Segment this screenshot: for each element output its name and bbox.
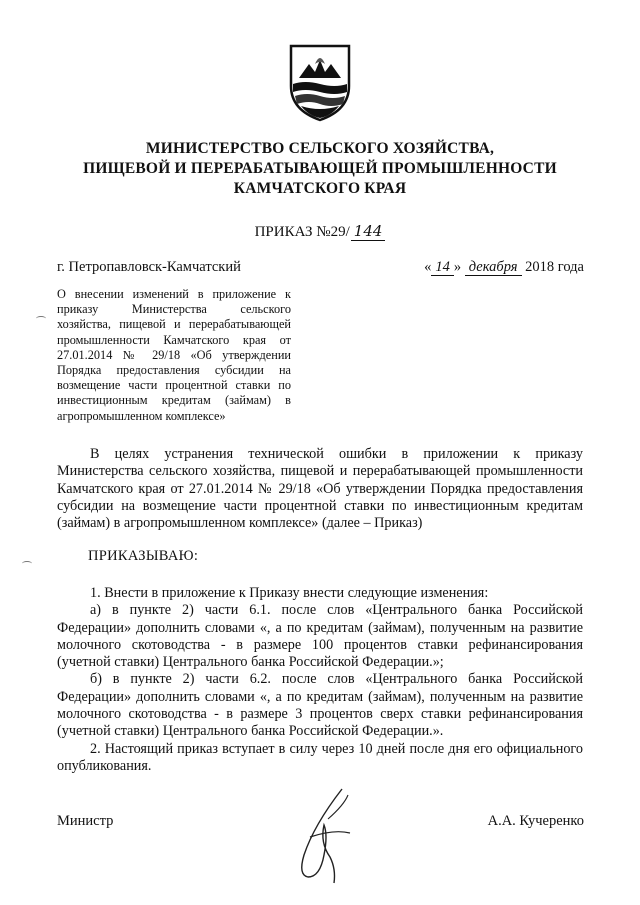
item-line: а) в пункте 2) части 6.1. после слов «Центрального банка Российской [90,602,583,619]
subject-line: 27.01.2014 № 29/18 «Об утверждении [57,347,291,362]
item-line: 1. Внести в приложение к Приказу внести следующие изменения: [90,585,489,601]
date-day: 14 [431,259,454,276]
order-number-handwritten: 144 [351,222,386,241]
order-items [57,585,583,775]
date-year: 2018 года [525,259,584,275]
subject-line: агропромышленном комплексе» [57,408,226,423]
date-quote-close: » [453,259,462,275]
order-date [424,259,584,276]
preamble-line: (займам) в агропромышленном комплексе» (далее – Приказ) [57,515,423,532]
item-line: 2. Настоящий приказ вступает в силу через 10 дней после дня его официального [90,740,583,757]
preamble-line: Камчатского края от 27.01.2014 № 29/18 «Об утверждении Порядка предоставления [57,480,583,497]
preamble-line: Министерства сельского хозяйства, пищевой и перерабатывающей промышленности [57,463,583,480]
item-line: Федерации» дополнить словами «, а по кредитам (займам), полученным на развитие [57,619,583,636]
item-line: Федерации» дополнить словами «, а по кредитам (займам), полученным на развитие [57,688,583,705]
prikazyvayu-heading: ПРИКАЗЫВАЮ: [88,548,199,564]
subject-line: хозяйства, пищевой и перерабатывающей [57,317,291,332]
signer-name: А.А. Кучеренко [487,813,584,829]
subject-line: Порядка предоставления субсидии на [57,363,291,378]
order-subject [57,287,291,424]
item-line: молочного скотоводства - в размере 100 процентов ставки рефинансирования [57,636,583,653]
place: г. Петропавловск-Камчатский [57,259,241,275]
subject-line: промышленности Камчатского края от [57,332,291,347]
kamchatka-coat-of-arms-icon [285,40,355,122]
item-line: (учетной ставки) Центрального банка Российской Федерации.»; [57,654,444,671]
subject-line: возмещение части процентной ставки по [57,378,291,393]
preamble [57,446,583,532]
preamble-line: В целях устранения технической ошибки в приложении к приказу [90,446,583,462]
ministry-title-line: МИНИСТЕРСТВО СЕЛЬСКОГО ХОЗЯЙСТВА, [145,140,495,157]
subject-line: инвестиционным кредитам (займам) в [57,393,291,408]
item-line: (учетной ставки) Центрального банка Российской Федерации.». [57,723,444,740]
item-line: молочного скотоводства - в размере 3 процентов сверх ставки рефинансирования [57,706,583,723]
minister-label: Министр [57,813,114,829]
subject-line: приказу Министерства сельского [57,302,291,317]
order-number [0,222,640,241]
order-prefix: ПРИКАЗ №29/ [254,224,350,240]
date-month: декабря [465,259,522,276]
margin-mark [36,316,46,321]
ministry-title [60,139,580,199]
date-quote-open: « [424,259,432,275]
margin-mark [22,561,32,566]
subject-line: О внесении изменений в приложение к [57,287,291,301]
ministry-title-line: КАМЧАТСКОГО КРАЯ [233,180,407,197]
item-line: опубликования. [57,757,152,774]
ministry-title-line: ПИЩЕВОЙ И ПЕРЕРАБАТЫВАЮЩЕЙ ПРОМЫШЛЕННОСТИ [83,160,557,177]
handwritten-signature-icon [284,785,364,885]
preamble-line: субсидии на возмещение части процентной ставки по инвестиционным кредитам [57,497,583,514]
item-line: б) в пункте 2) части 6.2. после слов «Центрального банка Российской [90,671,583,688]
